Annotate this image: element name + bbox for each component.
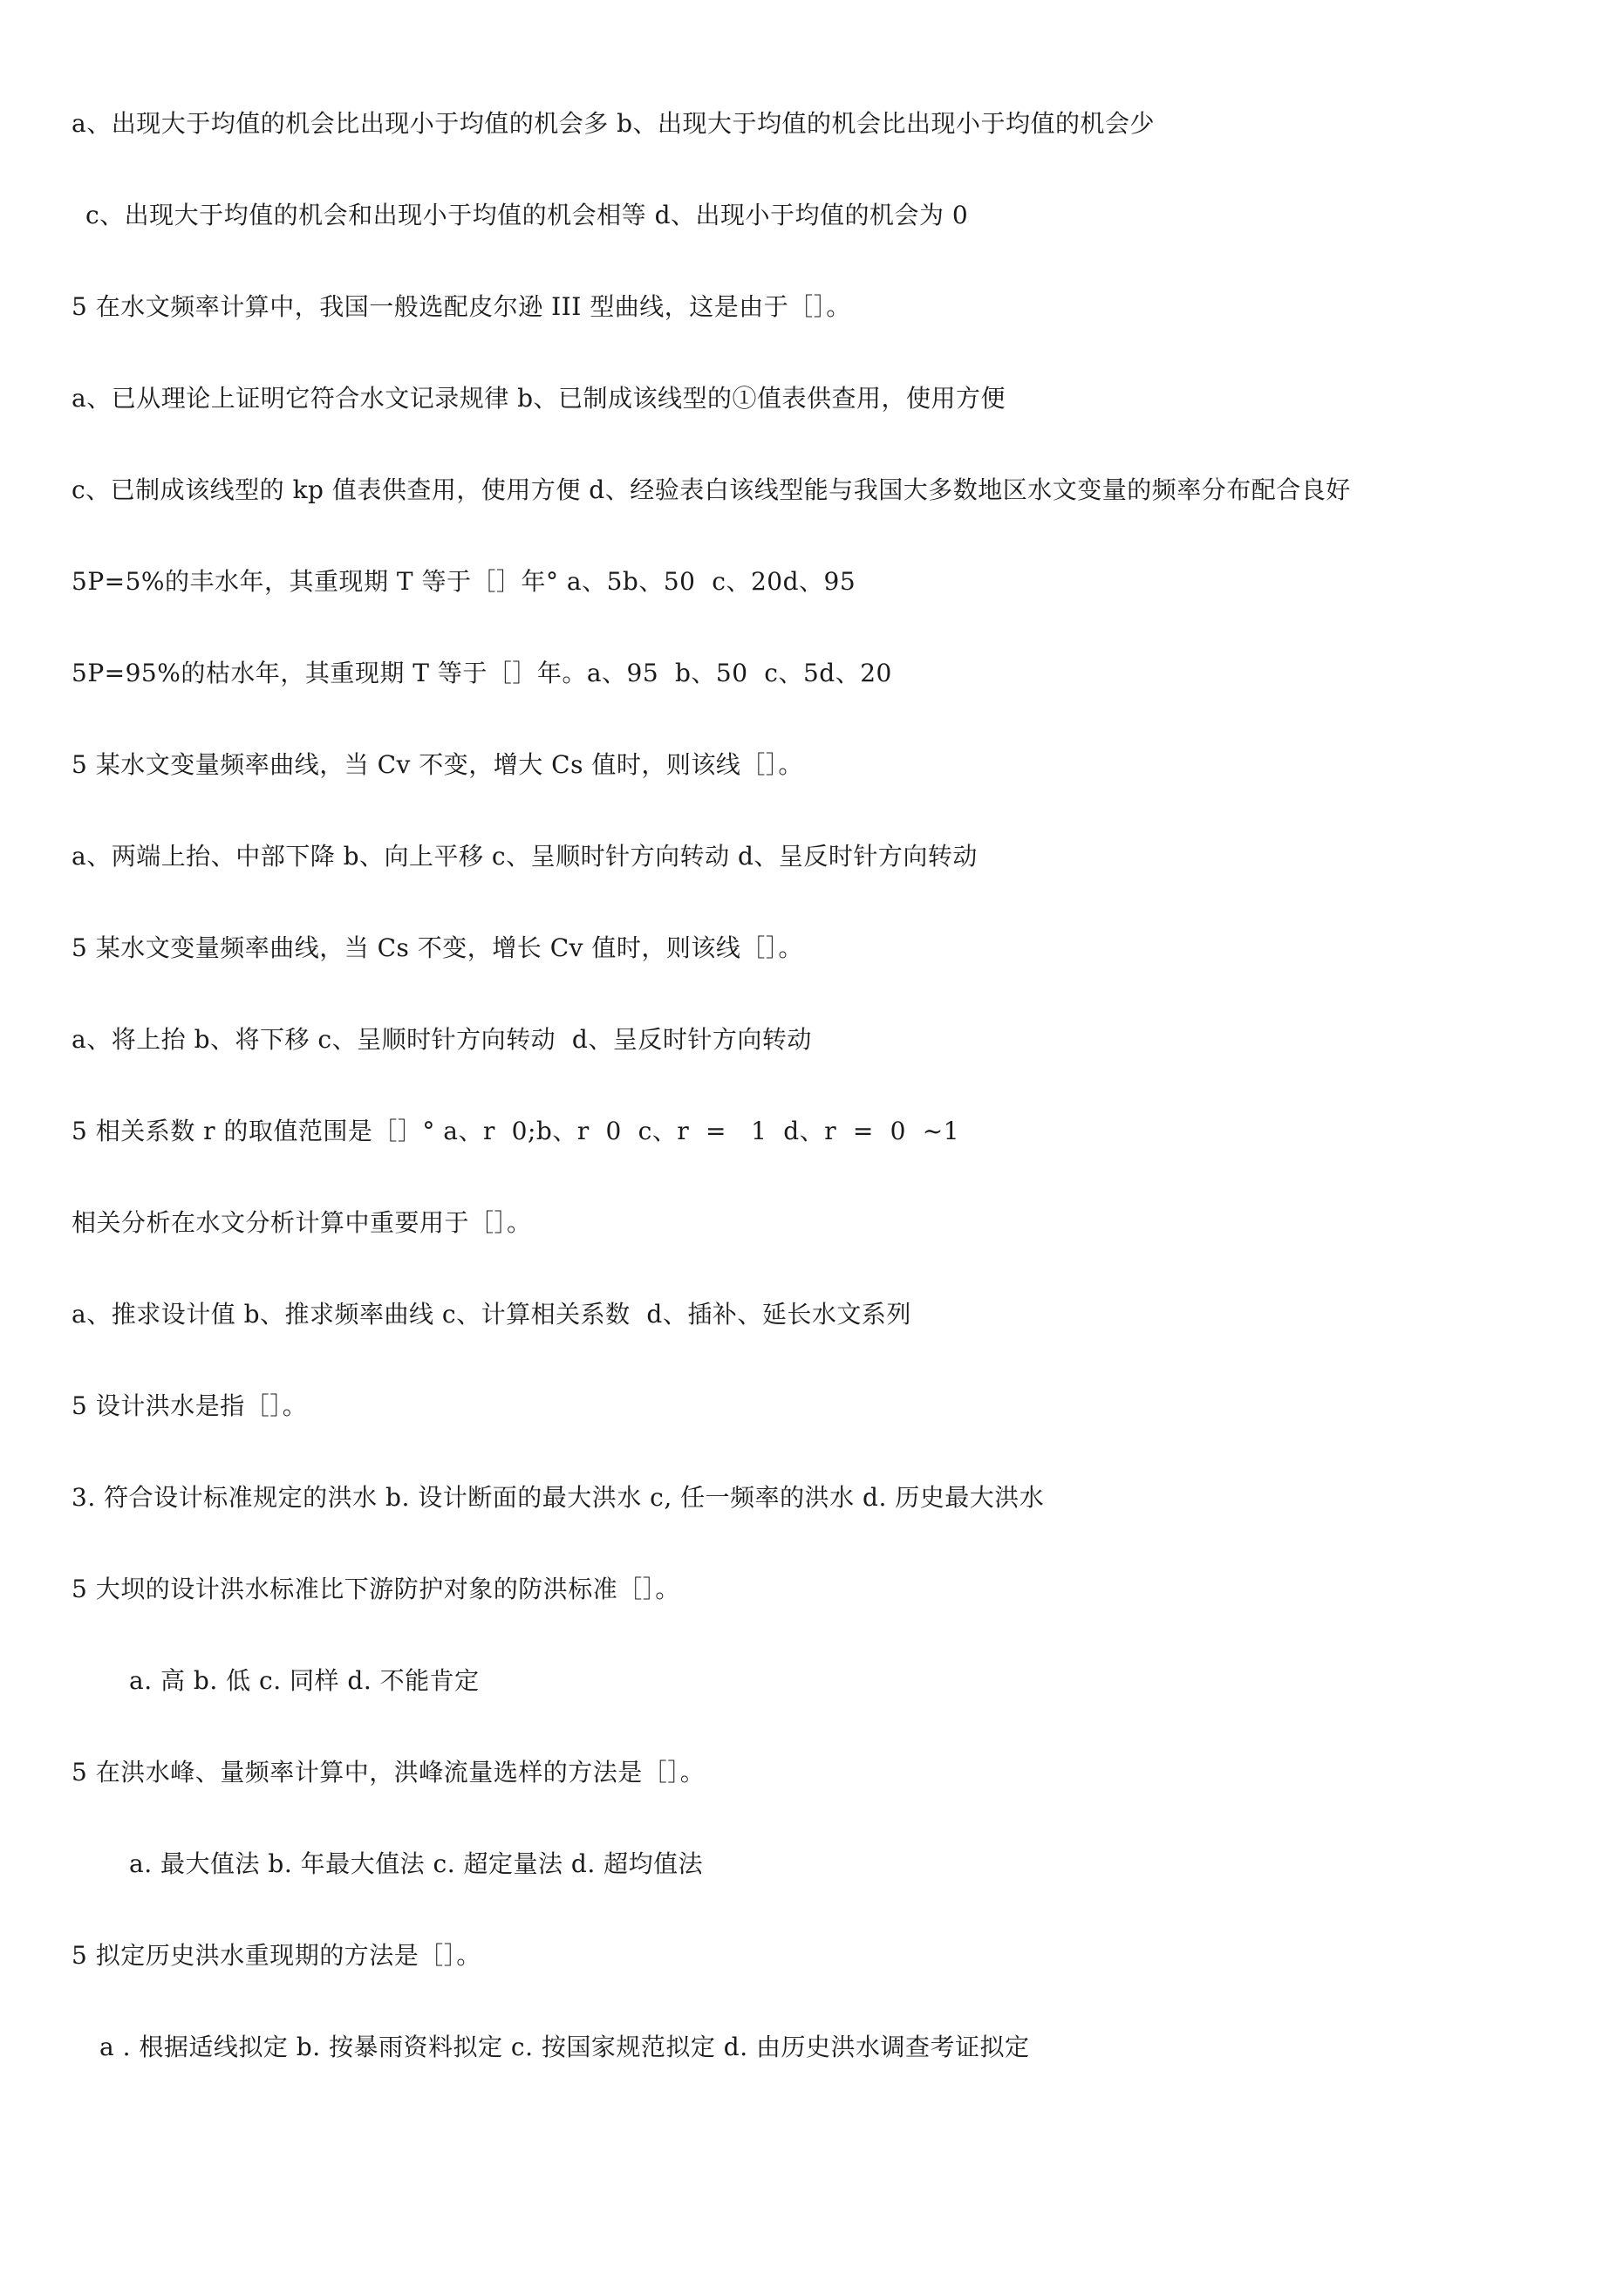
- text-line: a、将上抬 b、将下移 c、呈顺时针方向转动 d、呈反时针方向转动: [72, 1025, 812, 1054]
- text-line: c、出现大于均值的机会和出现小于均值的机会相等 d、出现小于均值的机会为 0: [85, 201, 969, 229]
- text-line: 5 拟定历史洪水重现期的方法是［］。: [72, 1941, 481, 1970]
- text-line: 5P=95%的枯水年，其重现期 T 等于［］年。a、95 b、50 c、5d、20: [72, 659, 892, 687]
- text-line: 5 在水文频率计算中，我国一般选配皮尔逊 III 型曲线，这是由于［］。: [72, 292, 851, 321]
- text-line: 5 设计洪水是指［］。: [72, 1391, 308, 1420]
- text-line: 5P=5%的丰水年，其重现期 T 等于［］年° a、5b、50 c、20d、95: [72, 567, 856, 596]
- text-line: 5 某水文变量频率曲线，当 Cv 不变，增大 Cs 值时，则该线［］。: [72, 750, 803, 779]
- text-line: 5 某水文变量频率曲线，当 Cs 不变，增长 Cv 值时，则该线［］。: [72, 933, 803, 962]
- text-line: a、出现大于均值的机会比出现小于均值的机会多 b、出现大于均值的机会比出现小于均值的机会少: [72, 109, 1156, 138]
- text-line: a、已从理论上证明它符合水文记录规律 b、已制成该线型的①值表供查用，使用方便: [72, 384, 1006, 413]
- text-line: a. 最大值法 b. 年最大值法 c. 超定量法 d. 超均值法: [129, 1849, 704, 1878]
- text-line: 5 相关系数 r 的取值范围是［］° a、r 0;b、r 0 c、r = 1 d、r = 0 ~1: [72, 1117, 960, 1145]
- text-line: a. 高 b. 低 c. 同样 d. 不能肯定: [129, 1666, 480, 1695]
- text-line: c、已制成该线型的 kp 值表供查用，使用方便 d、经验表白该线型能与我国大多数地区水文变量的频率分布配合良好: [72, 475, 1351, 504]
- text-line: 相关分析在水文分析计算中重要用于［］。: [72, 1208, 532, 1237]
- text-line: a、推求设计值 b、推求频率曲线 c、计算相关系数 d、插补、延长水文系列: [72, 1300, 911, 1329]
- text-line: 3. 符合设计标准规定的洪水 b. 设计断面的最大洪水 c, 任一频率的洪水 d. 历史最大洪水: [72, 1483, 1045, 1512]
- text-line: a . 根据适线拟定 b. 按暴雨资料拟定 c. 按国家规范拟定 d. 由历史洪水调查考证拟定: [99, 2033, 1030, 2061]
- text-line: a、两端上抬、中部下降 b、向上平移 c、呈顺时针方向转动 d、呈反时针方向转动: [72, 842, 978, 871]
- text-line: 5 在洪水峰、量频率计算中，洪峰流量选样的方法是［］。: [72, 1758, 706, 1787]
- text-line: 5 大坝的设计洪水标准比下游防护对象的防洪标准［］。: [72, 1575, 680, 1603]
